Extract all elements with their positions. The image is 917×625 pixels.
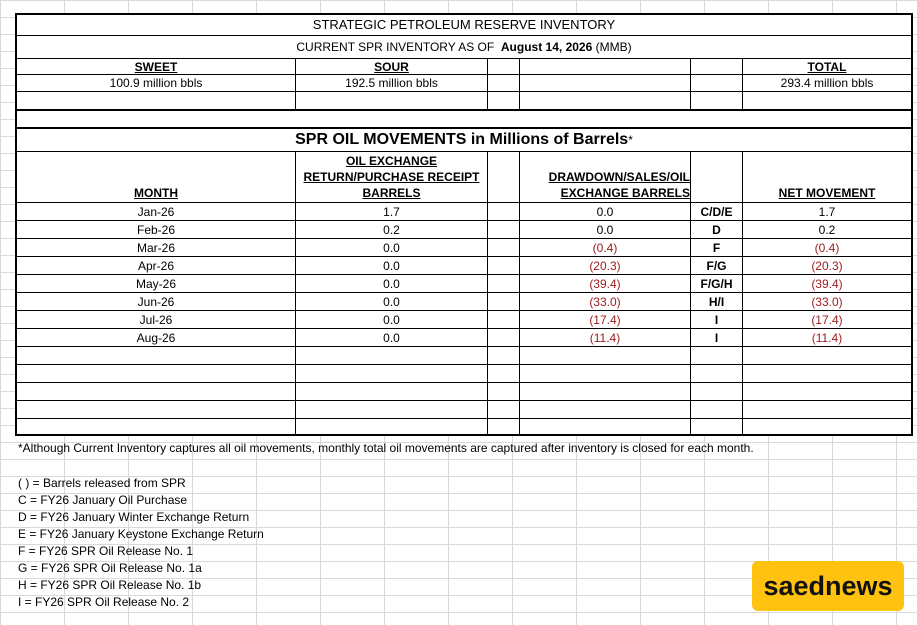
saednews-logo: saednews — [752, 561, 904, 611]
table-row — [17, 311, 911, 329]
empty-cell — [296, 347, 488, 364]
empty-cell — [296, 383, 488, 400]
exchange-cell: 0.0 — [296, 257, 488, 274]
total-header: TOTAL — [807, 59, 847, 74]
month-cell: Aug-26 — [17, 329, 296, 346]
empty-cell — [691, 401, 743, 418]
empty-cell — [520, 401, 691, 418]
empty-cell — [488, 152, 520, 202]
empty-cell — [743, 92, 911, 109]
empty-cell — [17, 383, 296, 400]
empty-cell — [488, 257, 520, 274]
legend — [18, 475, 264, 611]
empty-cell — [488, 419, 520, 434]
drawdown-header-line: EXCHANGE BARRELS — [560, 186, 690, 200]
code-cell: F/G/H — [691, 275, 743, 292]
empty-cell — [488, 75, 520, 91]
empty-cell — [488, 239, 520, 256]
empty-cell — [691, 75, 743, 91]
sour-header: SOUR — [296, 59, 488, 74]
month-cell: Jul-26 — [17, 311, 296, 328]
empty-cell — [17, 111, 911, 127]
empty-cell — [520, 383, 691, 400]
movements-title-mark: * — [628, 133, 633, 147]
legend-item: E = FY26 January Keystone Exchange Return — [18, 527, 264, 541]
subtitle-row — [17, 36, 911, 59]
empty-cell — [296, 419, 488, 434]
drawdown-cell: (20.3) — [520, 257, 691, 274]
empty-cell — [296, 365, 488, 382]
inventory-values-row — [17, 75, 911, 92]
code-cell: F/G — [691, 257, 743, 274]
exchange-header-line: RETURN/PURCHASE RECEIPT — [303, 170, 480, 184]
net-cell: (0.4) — [814, 240, 840, 255]
empty-cell — [691, 365, 743, 382]
month-header: MONTH — [17, 152, 296, 202]
empty-cell — [488, 203, 520, 220]
movements-title-row — [17, 129, 911, 152]
empty-cell — [520, 347, 691, 364]
empty-cell — [520, 92, 691, 109]
inventory-title: STRATEGIC PETROLEUM RESERVE INVENTORY — [312, 17, 616, 32]
legend-item: D = FY26 January Winter Exchange Return — [18, 510, 250, 524]
exchange-cell: 0.2 — [296, 221, 488, 238]
table-row — [17, 293, 911, 311]
empty-cell — [17, 401, 296, 418]
empty-cell — [488, 275, 520, 292]
empty-row — [17, 347, 911, 365]
month-cell: Mar-26 — [17, 239, 296, 256]
empty-cell — [17, 92, 296, 109]
exchange-cell: 1.7 — [296, 203, 488, 220]
net-cell: (20.3) — [811, 258, 843, 273]
legend-item: H = FY26 SPR Oil Release No. 1b — [18, 578, 202, 592]
inventory-header-row — [17, 59, 911, 75]
footnote: *Although Current Inventory captures all oil movements, monthly total oil movements are captured after inventory is closed for each month. — [18, 441, 754, 455]
empty-cell — [488, 92, 520, 109]
table-row — [17, 257, 911, 275]
empty-cell — [691, 92, 743, 109]
empty-cell — [743, 383, 911, 400]
empty-row — [17, 365, 911, 383]
drawdown-cell: (11.4) — [520, 329, 691, 346]
empty-row — [17, 401, 911, 419]
drawdown-cell: (0.4) — [520, 239, 691, 256]
empty-cell — [17, 419, 296, 434]
legend-item: F = FY26 SPR Oil Release No. 1 — [18, 544, 194, 558]
sweet-header: SWEET — [17, 59, 296, 74]
month-cell: Feb-26 — [17, 221, 296, 238]
code-cell: D — [691, 221, 743, 238]
code-cell: F — [691, 239, 743, 256]
spacer-row — [17, 92, 911, 111]
empty-cell — [691, 419, 743, 434]
code-cell: I — [691, 329, 743, 346]
empty-row — [17, 419, 911, 434]
table-row — [17, 275, 911, 293]
spacer-row — [17, 111, 911, 129]
title-row — [17, 15, 911, 36]
empty-cell — [17, 365, 296, 382]
code-cell: C/D/E — [691, 203, 743, 220]
empty-cell — [488, 329, 520, 346]
exchange-cell: 0.0 — [296, 239, 488, 256]
empty-cell — [743, 401, 911, 418]
subtitle-unit: (MMB) — [595, 40, 632, 54]
code-cell: H/I — [691, 293, 743, 310]
drawdown-cell: (33.0) — [520, 293, 691, 310]
exchange-header — [296, 152, 488, 202]
empty-cell — [488, 221, 520, 238]
movements-title-text: SPR OIL MOVEMENTS in Millions of Barrels — [295, 131, 629, 148]
empty-cell — [488, 383, 520, 400]
empty-cell — [691, 347, 743, 364]
exchange-header-line: BARRELS — [362, 186, 421, 200]
drawdown-cell: (39.4) — [520, 275, 691, 292]
inventory-subtitle — [17, 36, 911, 58]
empty-cell — [743, 419, 911, 434]
net-cell: 0.2 — [818, 222, 836, 237]
subtitle-prefix: CURRENT SPR INVENTORY AS OF — [296, 40, 495, 54]
empty-cell — [743, 347, 911, 364]
month-cell: Apr-26 — [17, 257, 296, 274]
movements-header-row — [17, 152, 911, 203]
empty-cell — [691, 59, 743, 74]
drawdown-cell: 0.0 — [520, 221, 691, 238]
subtitle-date: August 14, 2026 — [500, 40, 593, 54]
empty-cell — [488, 293, 520, 310]
empty-cell — [743, 365, 911, 382]
drawdown-header — [520, 152, 691, 202]
drawdown-header-line: DRAWDOWN/SALES/OIL — [548, 170, 690, 184]
exchange-cell: 0.0 — [296, 275, 488, 292]
month-cell: May-26 — [17, 275, 296, 292]
empty-row — [17, 383, 911, 401]
empty-cell — [691, 152, 743, 202]
table-row — [17, 221, 911, 239]
net-cell: (33.0) — [811, 294, 843, 309]
net-cell: (39.4) — [811, 276, 843, 291]
empty-cell — [520, 365, 691, 382]
empty-cell — [17, 347, 296, 364]
empty-cell — [520, 75, 691, 91]
empty-cell — [296, 401, 488, 418]
spr-table — [15, 13, 913, 436]
empty-cell — [520, 59, 691, 74]
table-row — [17, 203, 911, 221]
empty-cell — [691, 383, 743, 400]
empty-cell — [488, 365, 520, 382]
net-cell: (17.4) — [811, 312, 843, 327]
empty-cell — [488, 311, 520, 328]
movements-title — [17, 129, 911, 151]
exchange-header-line: OIL EXCHANGE — [345, 154, 438, 168]
net-cell: 1.7 — [818, 204, 836, 219]
empty-cell — [488, 401, 520, 418]
exchange-cell: 0.0 — [296, 329, 488, 346]
sour-value: 192.5 million bbls — [296, 75, 488, 91]
legend-item: G = FY26 SPR Oil Release No. 1a — [18, 561, 202, 575]
net-header: NET MOVEMENT — [778, 186, 876, 200]
legend-item: I = FY26 SPR Oil Release No. 2 — [18, 595, 190, 609]
empty-cell — [520, 419, 691, 434]
empty-cell — [488, 59, 520, 74]
empty-cell — [488, 347, 520, 364]
drawdown-cell: (17.4) — [520, 311, 691, 328]
table-row — [17, 239, 911, 257]
code-cell: I — [691, 311, 743, 328]
legend-item: ( ) = Barrels released from SPR — [18, 476, 186, 490]
month-cell: Jan-26 — [17, 203, 296, 220]
empty-cell — [296, 92, 488, 109]
movements-rows — [17, 203, 911, 434]
exchange-cell: 0.0 — [296, 311, 488, 328]
month-cell: Jun-26 — [17, 293, 296, 310]
drawdown-cell: 0.0 — [520, 203, 691, 220]
table-row — [17, 329, 911, 347]
legend-item: C = FY26 January Oil Purchase — [18, 493, 188, 507]
net-cell: (11.4) — [811, 330, 843, 345]
exchange-cell: 0.0 — [296, 293, 488, 310]
sweet-value: 100.9 million bbls — [17, 75, 296, 91]
total-value: 293.4 million bbls — [780, 76, 874, 90]
